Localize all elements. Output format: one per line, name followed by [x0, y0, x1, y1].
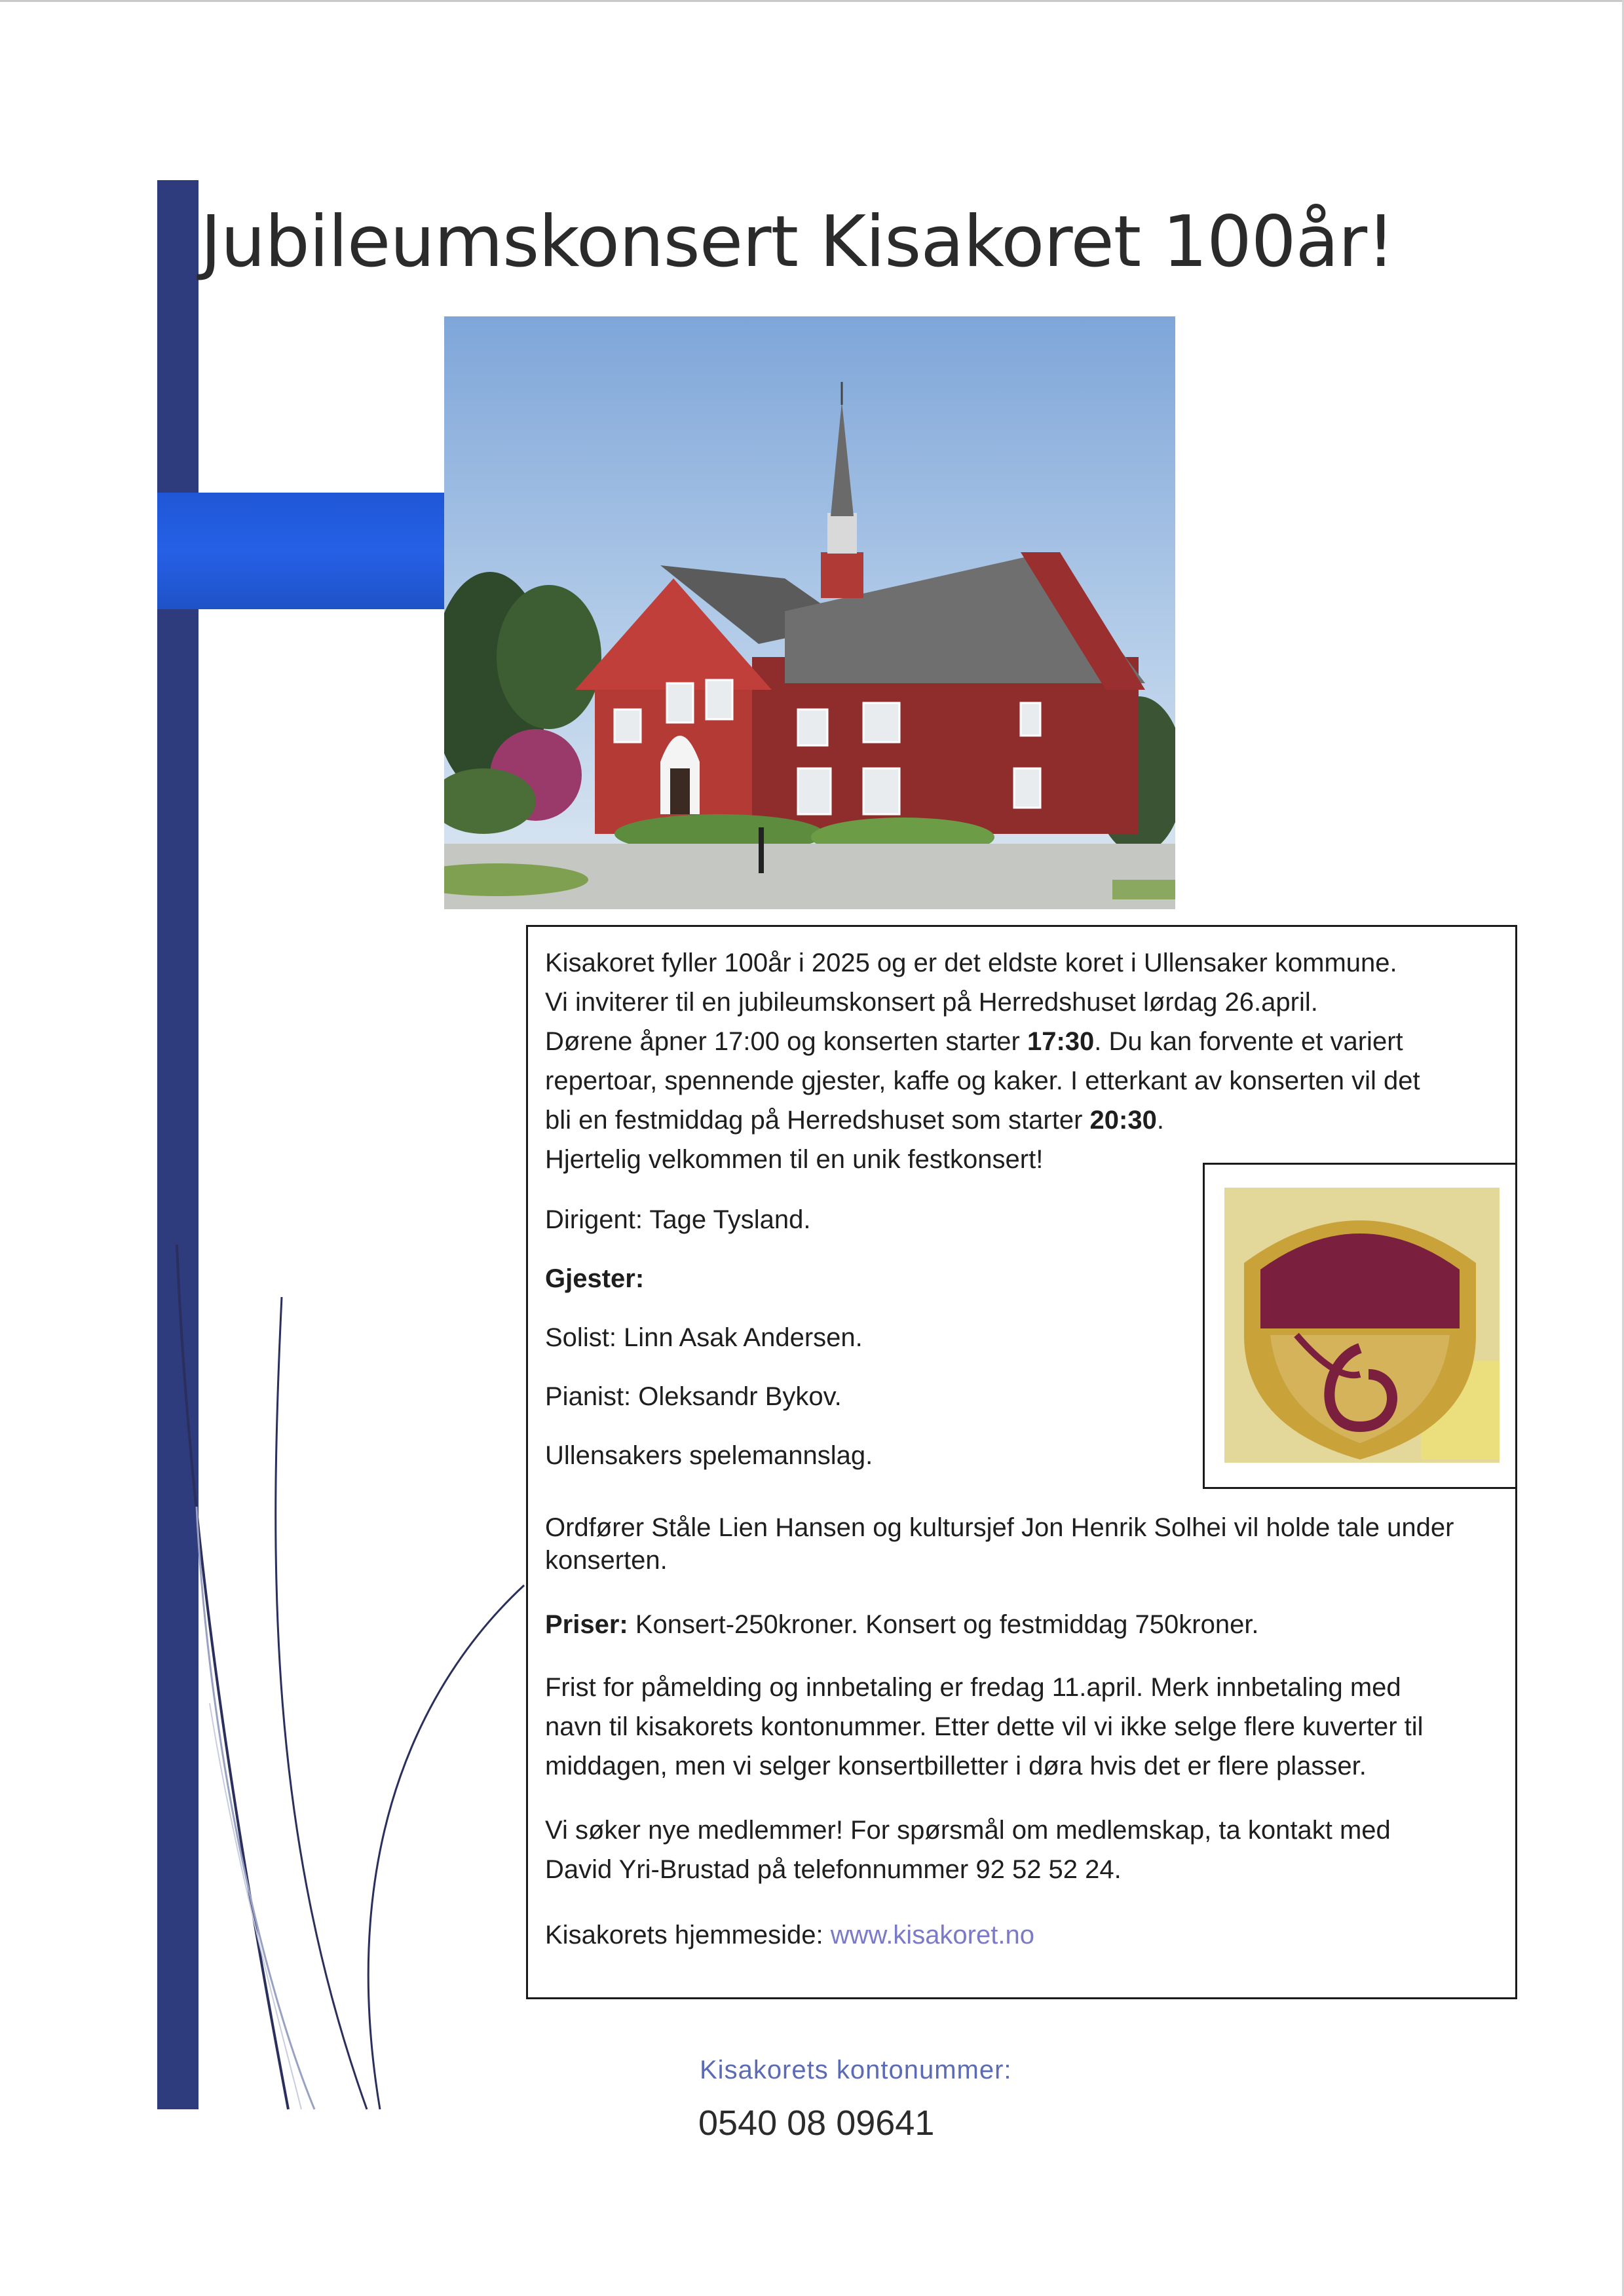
intro-line: Hjertelig velkommen til en unik festkonsert!: [545, 1145, 1044, 1174]
website-label: Kisakorets hjemmeside:: [545, 1921, 831, 1949]
website-line: [545, 1916, 1501, 1954]
deadline-line: navn til kisakorets kontonummer. Etter dette vil vi ikke selge flere kuverter til: [545, 1712, 1424, 1741]
deadline-line: middagen, men vi selger konsertbilletter i døra hvis det er flere plasser.: [545, 1752, 1367, 1780]
speech-line: Ordfører Ståle Lien Hansen og kultursjef Jon Henrik Solhei vil holde tale under: [545, 1513, 1454, 1542]
soloist-line: Solist: Linn Asak Andersen.: [545, 1323, 863, 1352]
guests-heading: Gjester:: [545, 1264, 645, 1293]
account-number: 0540 08 09641: [698, 2103, 935, 2143]
intro-line: Vi inviterer til en jubileumskonsert på Herredshuset lørdag 26.april.: [545, 988, 1318, 1017]
intro-text: bli en festmiddag på Herredshuset som starter: [545, 1106, 1090, 1135]
event-info-box: [526, 925, 1517, 1999]
choir-badge-frame: [1203, 1163, 1517, 1489]
deadline-line: Frist for påmelding og innbetaling er fredag 11.april. Merk innbetaling med: [545, 1673, 1401, 1702]
intro-line: [545, 1101, 1501, 1139]
account-label: Kisakorets kontonummer:: [700, 2056, 1012, 2084]
conductor-line: Dirigent: Tage Tysland.: [545, 1205, 811, 1234]
page-edge-line: [0, 0, 1624, 2]
prices-line: [545, 1606, 1501, 1644]
intro-line: Kisakoret fyller 100år i 2025 og er det eldste koret i Ullensaker kommune.: [545, 949, 1397, 977]
intro-line: [545, 1023, 1501, 1061]
dinner-start-time: 20:30: [1089, 1106, 1157, 1135]
decorative-horizontal-bar: [157, 493, 445, 609]
prices-text: Konsert-250kroner. Konsert og festmiddag 750kroner.: [628, 1610, 1259, 1639]
choir-badge-logo: [1205, 1165, 1515, 1487]
members-line: David Yri-Brustad på telefonnummer 92 52 52 24.: [545, 1855, 1122, 1884]
concert-start-time: 17:30: [1027, 1027, 1095, 1056]
folk-group-line: Ullensakers spelemannslag.: [545, 1441, 873, 1470]
website-link[interactable]: www.kisakoret.no: [830, 1921, 1034, 1949]
members-line: Vi søker nye medlemmer! For spørsmål om medlemskap, ta kontakt med: [545, 1816, 1391, 1845]
prices-label: Priser:: [545, 1610, 628, 1639]
decorative-swoosh-lines: [170, 1245, 537, 2126]
town-hall-photo: [444, 316, 1175, 909]
intro-line: repertoar, spennende gjester, kaffe og kaker. I etterkant av konserten vil det: [545, 1066, 1420, 1095]
pianist-line: Pianist: Oleksandr Bykov.: [545, 1382, 842, 1411]
intro-text: . Du kan forvente et variert: [1094, 1027, 1403, 1056]
intro-text: .: [1156, 1106, 1164, 1135]
speech-line: konserten.: [545, 1546, 668, 1575]
intro-text: Dørene åpner 17:00 og konserten starter: [545, 1027, 1027, 1056]
page-title: Jubileumskonsert Kisakoret 100år!: [200, 201, 1395, 283]
